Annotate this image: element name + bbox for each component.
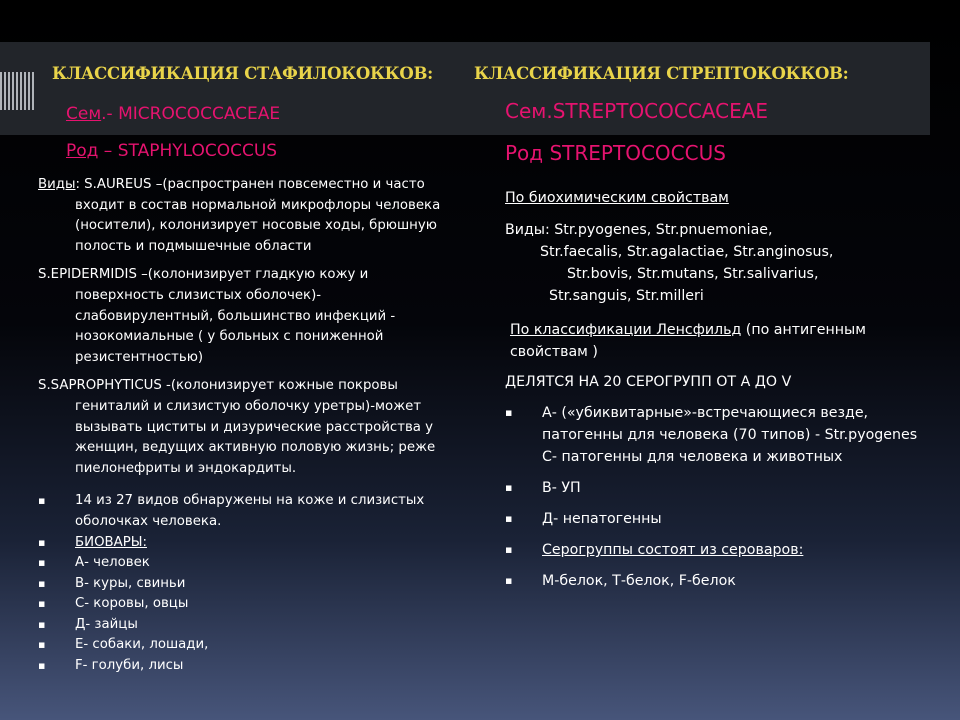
list-item	[505, 570, 925, 592]
list-item-text: А- человек	[75, 555, 150, 571]
bullet-icon: ▪	[505, 512, 513, 525]
epidermidis-paragraph: S.EPIDERMIDIS –(колонизирует гладкую кожу и поверхность слизистых оболочек)-слабовирулентный, большинство инфекций - нозокомиальные ( у больных с пониженной резистентностью)	[38, 267, 396, 365]
species-block	[505, 219, 925, 307]
left-family-label: Сем	[66, 104, 102, 124]
bullet-icon: ▪	[38, 535, 46, 549]
lancefield-label: По классификации Ленсфильд	[510, 322, 742, 338]
bullet-icon: ▪	[505, 574, 513, 587]
list-item-text: Серогруппы состоят из сероваров:	[542, 542, 804, 558]
aureus-paragraph	[38, 175, 458, 257]
bullet-icon: ▪	[38, 494, 46, 508]
list-item-text: Е- собаки, лошади,	[75, 637, 209, 653]
left-title: КЛАССИФИКАЦИЯ СТАФИЛОКОККОВ:	[52, 64, 433, 83]
list-item-text: БИОВАРЫ:	[75, 534, 147, 550]
right-bullet-list	[505, 402, 925, 592]
barcode-decoration	[0, 72, 34, 110]
right-genus-heading: Род STREPTOCOCCUS	[505, 141, 726, 165]
list-item-text: В- куры, свиньи	[75, 575, 186, 591]
left-column	[38, 175, 458, 677]
species-line-1: Виды: Str.pyogenes, Str.pnuemoniae,	[505, 222, 773, 238]
list-item	[38, 615, 458, 636]
bullet-icon: ▪	[38, 659, 46, 673]
list-item	[38, 491, 458, 532]
bullet-icon: ▪	[38, 617, 46, 631]
bullet-icon: ▪	[38, 597, 46, 611]
bullet-icon: ▪	[38, 576, 46, 590]
bullet-icon: ▪	[505, 406, 513, 419]
species-line-2: Str.faecalis, Str.agalactiae, Str.anginosus,	[540, 244, 834, 260]
list-item-text: F- голуби, лисы	[75, 658, 184, 674]
list-item-text: 14 из 27 видов обнаружены на коже и слизистых оболочках человека.	[75, 493, 425, 529]
list-item	[38, 553, 458, 574]
list-item	[505, 477, 925, 499]
left-family-value: .- MICROCOCCACEAE	[101, 104, 281, 124]
lancefield-paragraph	[505, 319, 925, 363]
saprophyticus-paragraph: S.SAPROPHYTICUS -(колонизирует кожные покровы гениталий и слизистую оболочку уретры)-может вызывать циститы и дизурические расстройства у женщин, ведущих активную половую жизнь; реже пиелонефриты и эндокардиты.	[38, 378, 436, 476]
left-genus-value: – STAPHYLOCOCCUS	[98, 141, 278, 161]
list-item	[505, 539, 925, 561]
list-item	[38, 635, 458, 656]
biochem-heading: По биохимическим свойствам	[505, 190, 729, 206]
species-label: Виды	[38, 177, 76, 192]
list-item-text: Д- непатогенны	[542, 511, 662, 527]
list-item-text: Д- зайцы	[75, 616, 138, 632]
bullet-icon: ▪	[505, 543, 513, 556]
list-item-text: М-белок, Т-белок, F-белок	[542, 573, 736, 589]
bullet-icon: ▪	[38, 638, 46, 652]
species-line-4: Str.sanguis, Str.milleri	[549, 288, 704, 304]
left-genus-heading	[66, 141, 277, 161]
bullet-icon: ▪	[505, 481, 513, 494]
right-title: КЛАССИФИКАЦИЯ СТРЕПТОКОККОВ:	[474, 64, 849, 83]
aureus-text: : S.AUREUS –(распространен повсеместно и часто входит в состав нормальной микрофлоры человека (носители), колонизирует носовые ходы, брюшную полость и подмышечные области	[75, 177, 441, 254]
bullet-icon: ▪	[38, 556, 46, 570]
list-item	[38, 656, 458, 677]
species-line-3: Str.bovis, Str.mutans, Str.salivarius,	[567, 266, 819, 282]
list-item	[38, 533, 458, 554]
list-item	[38, 574, 458, 595]
lancefield-rest: (по антигенным свойствам )	[510, 322, 866, 360]
list-item-text: А- («убиквитарные»-встречающиеся везде, патогенны для человека (70 типов) - Str.pyogenes С- патогенны для человека и животных	[542, 405, 918, 465]
list-item	[505, 402, 925, 468]
left-genus-label: Род	[66, 141, 99, 161]
groups-line: ДЕЛЯТСЯ НА 20 СЕРОГРУПП ОТ А ДО V	[505, 374, 792, 390]
list-item-text: В- УП	[542, 480, 581, 496]
list-item	[505, 508, 925, 530]
left-bullet-list	[38, 491, 458, 676]
right-column	[505, 187, 925, 592]
right-family-heading: Сем.STREPTOCOCCACEAE	[505, 99, 769, 123]
left-family-heading	[66, 104, 280, 124]
list-item	[38, 594, 458, 615]
list-item-text: С- коровы, овцы	[75, 596, 189, 612]
